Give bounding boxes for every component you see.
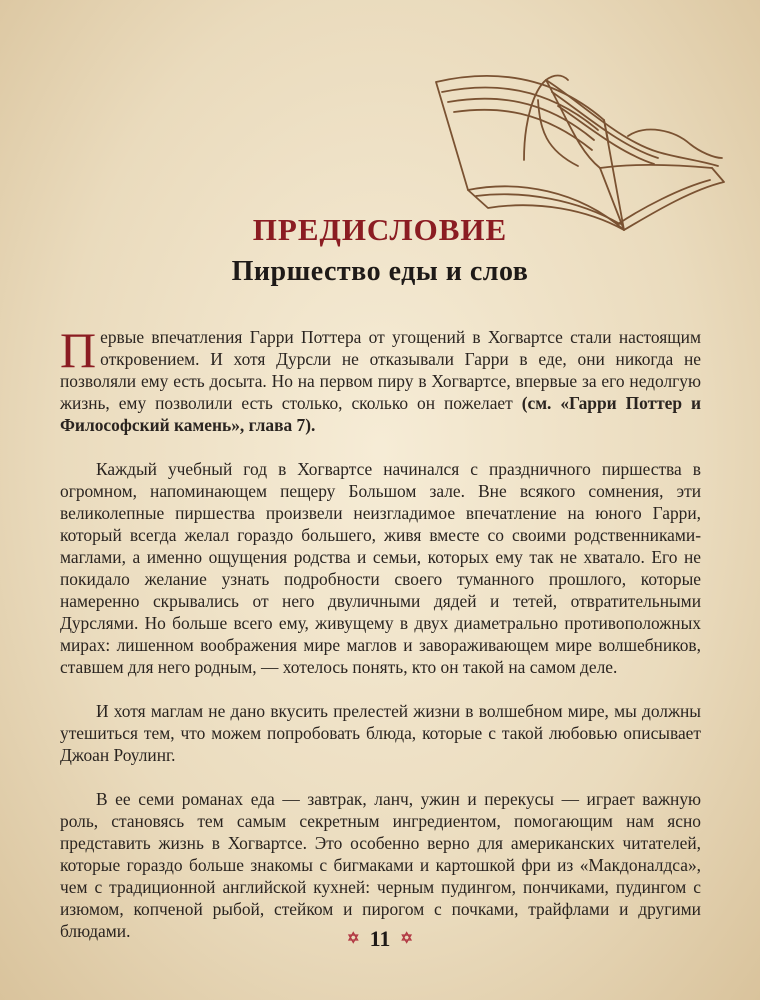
paragraph-4: В ее семи романах еда — завтрак, ланч, ужин и перекусы — играет важную роль, становясь тем самым секретным ингредиентом, помогающим нам ясно представить жизнь в Хогвартсе. Это особенно верно для американских читателей, которые гораздо больше знакомы с бигмаками и картошкой фри из «Макдоналдса», чем с традиционной английской кухней: черным пудингом, пончиками, пудингом с изюмом, копченой рыбой, стейком и пирогом с почками, трайфлами и другими блюдами.	[60, 789, 701, 941]
star-ornament-icon: ✡	[400, 931, 413, 947]
star-ornament-icon: ✡	[347, 931, 360, 947]
body-text	[60, 322, 702, 964]
open-book-sketch-icon	[428, 40, 738, 240]
paragraph-1-text: ервые впечатления Гарри Поттера от угощений в Хогвартсе стали настоящим откровением. И хотя Дурсли не отказывали Гарри в еде, они никогда не позволяли ему есть досыта. Но на первом пиру в Хогвартсе, впервые за его недолгую жизнь, ему позволили есть столько, сколько он пожелает	[60, 327, 701, 413]
page-number: 11	[369, 926, 391, 951]
drop-cap: П	[60, 322, 97, 378]
chapter-subtitle: Пиршество еды и слов	[231, 256, 529, 287]
book-reference: (см. «Гарри Поттер и Философский камень», глава 7).	[60, 393, 702, 435]
paragraph-1	[60, 322, 702, 436]
paragraph-3: И хотя маглам не дано вкусить прелестей жизни в волшебном мире, мы должны утешиться тем, что можем попробовать блюда, которые с такой любовью описывает Джоан Роулинг.	[60, 701, 701, 765]
chapter-title: ПРЕДИСЛОВИЕ	[252, 212, 508, 247]
page-footer	[0, 926, 760, 952]
paragraph-2: Каждый учебный год в Хогвартсе начинался с праздничного пиршества в огромном, напоминающем пещеру Большом зале. Вне всякого сомнения, эти великолепные пиршества произвели неизгладимое впечатление на юного Гарри, который всегда желал гораздо большего, живя вместе со своими родственниками-маглами, а именно ощущения родства и семьи, которых ему так не хватало. Его не покидало желание узнать подробности своего туманного прошлого, которые намеренно скрывались от него двуличными дядей и тетей, отвратительными Дурслями. Но больше всего ему, живущему в двух диаметрально противоположных мирах: лишенном воображения мире маглов и завораживающем мире волшебников, ставшем для него родным, — хотелось понять, кто он такой на самом деле.	[60, 459, 701, 677]
